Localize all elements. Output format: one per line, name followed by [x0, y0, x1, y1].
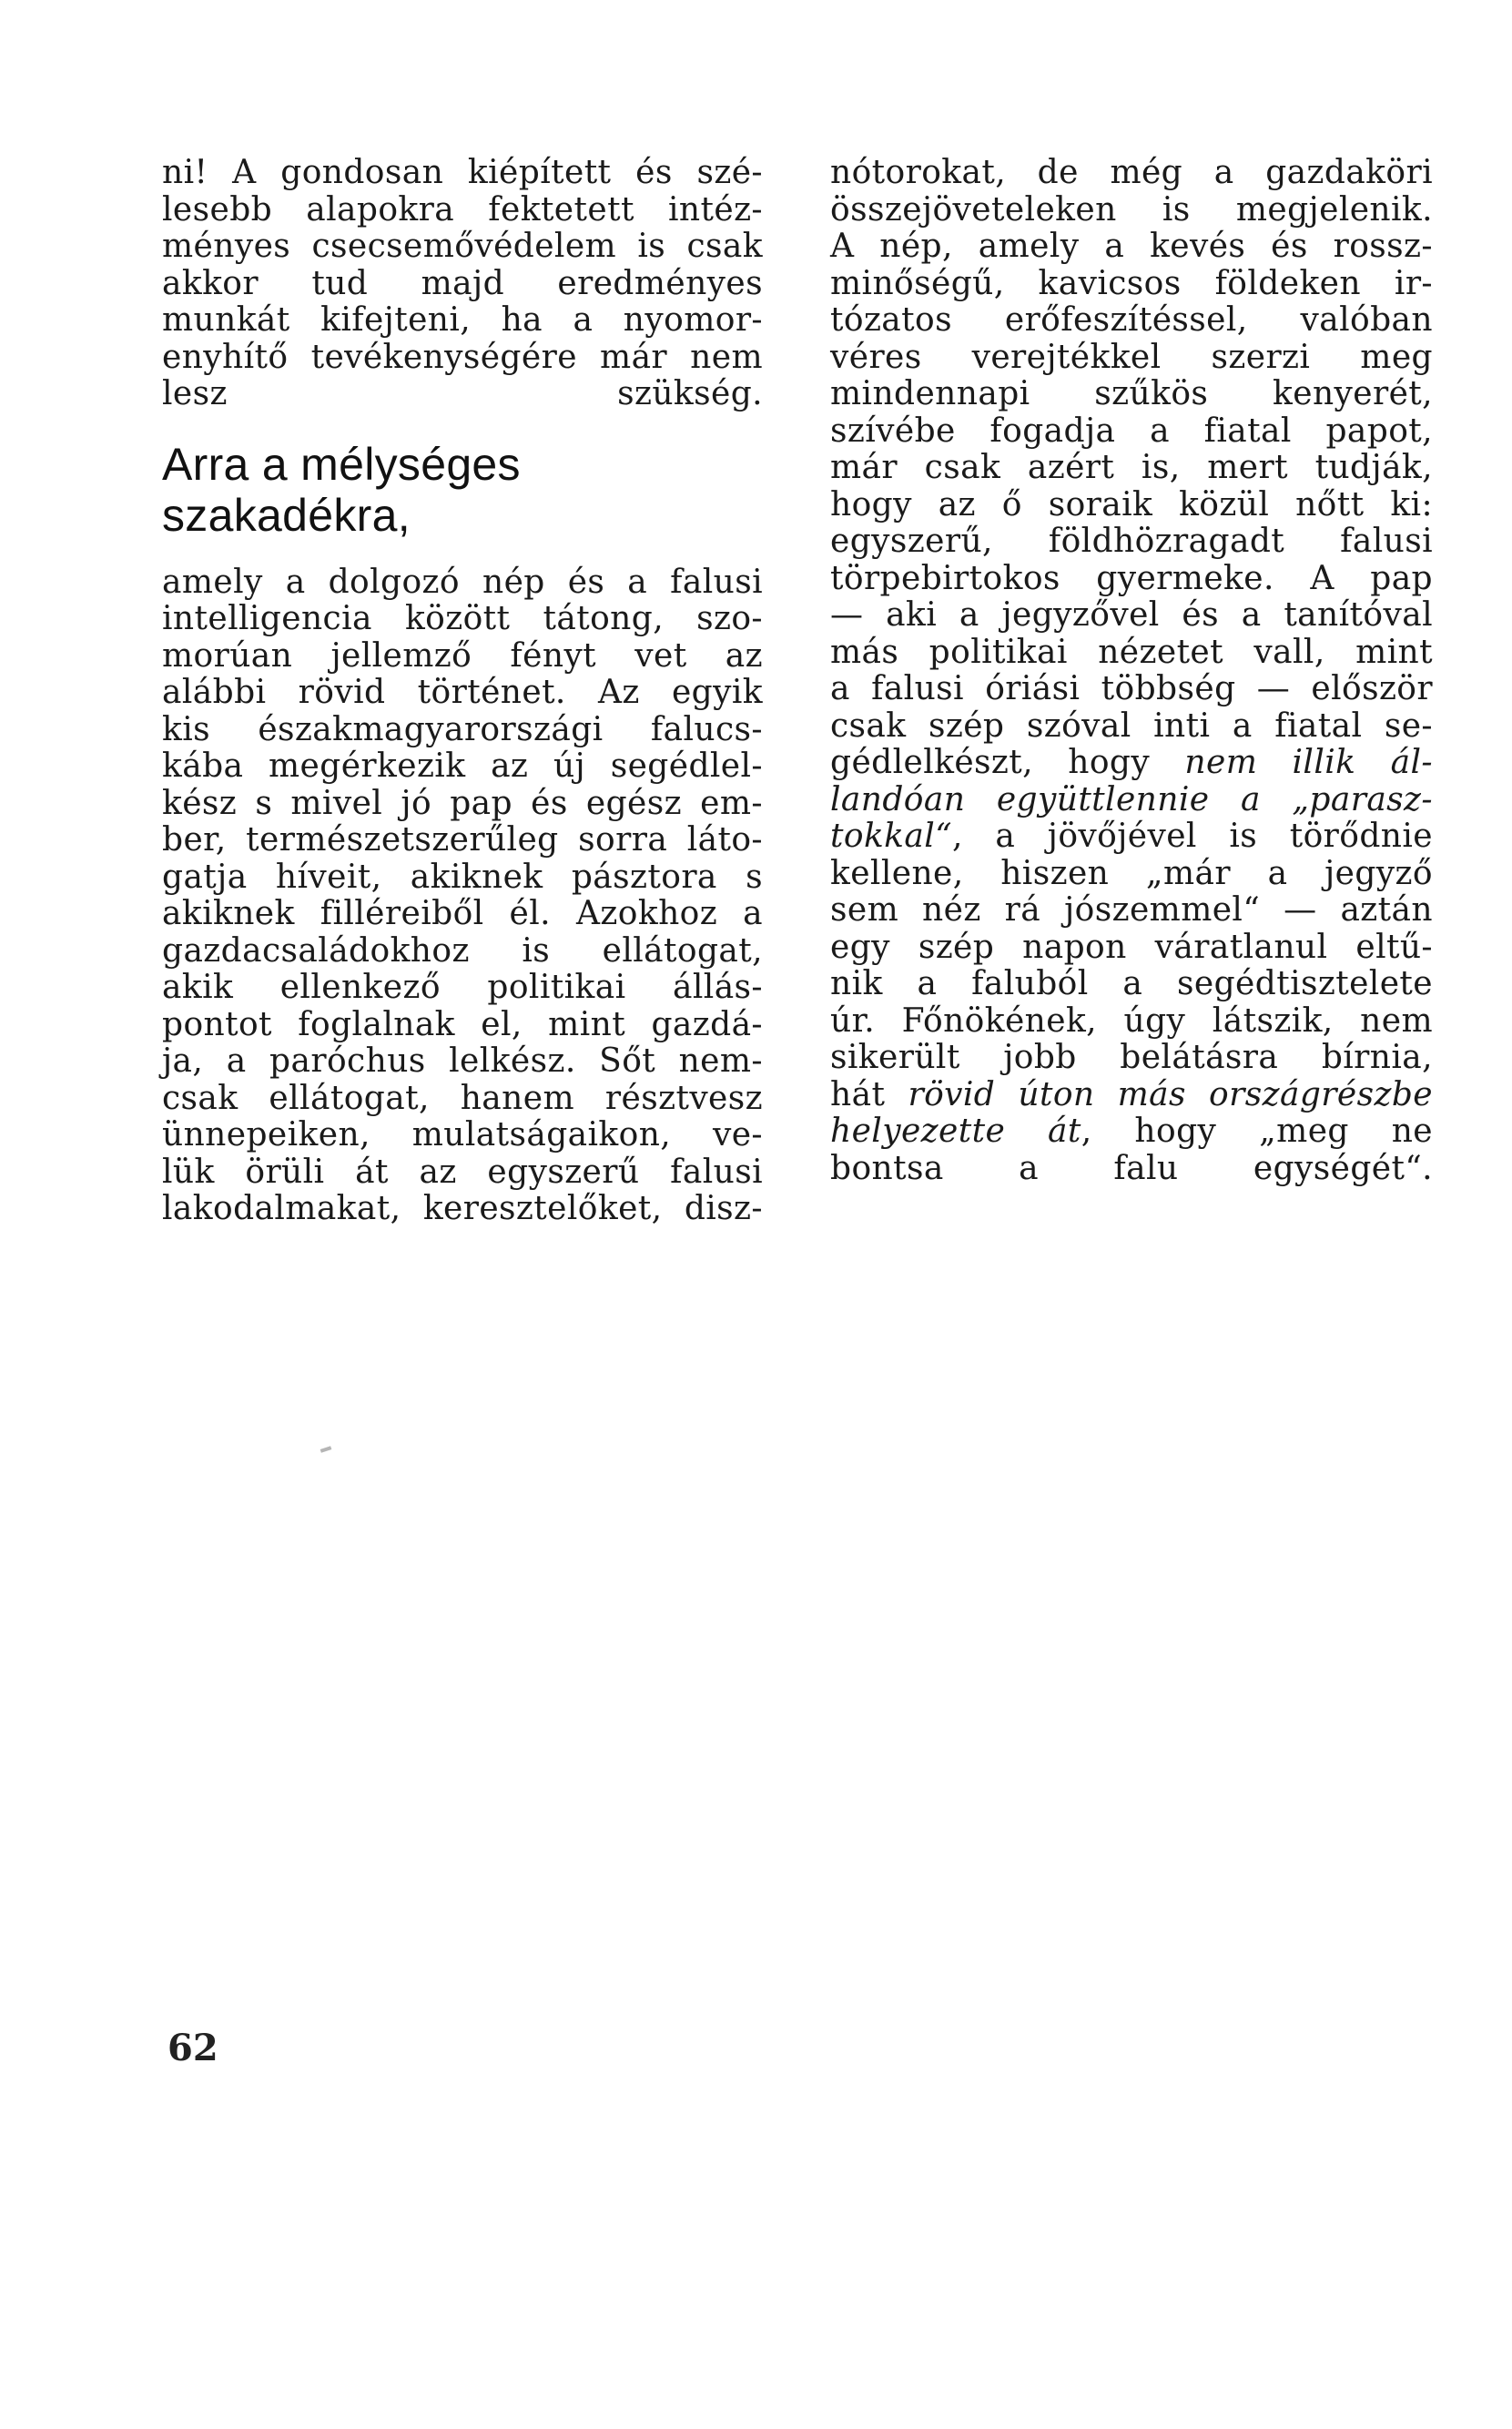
text-line: morúan jellemző fényt vet az: [162, 636, 763, 675]
text-line: pontot foglalnak el, mint gazdá-: [162, 1005, 763, 1043]
italic-fragment: nem illik ál-: [1184, 744, 1433, 781]
text-line: csak ellátogat, hanem résztvesz: [162, 1079, 763, 1117]
text-line: amely a dolgozó nép és a falusi: [162, 563, 763, 601]
text-line: nik a faluból a segédtisztelete: [830, 965, 1433, 1002]
text-line: lük örüli át az egyszerű falusi: [162, 1153, 763, 1191]
text-line: gatja híveit, akiknek pásztora s: [162, 858, 763, 896]
text-line: más politikai nézetet vall, mint: [830, 633, 1433, 671]
text-line: törpebirtokos gyermeke. A pap: [830, 559, 1433, 597]
text-fragment: , hogy „meg ne: [1081, 1113, 1433, 1150]
italic-fragment: helyezette át: [830, 1113, 1081, 1150]
text-line: akkor tud majd eredményes: [162, 264, 763, 302]
text-line: úr. Főnökének, úgy látszik, nem: [830, 1001, 1433, 1040]
text-line: a falusi óriási többség — először: [830, 670, 1433, 707]
text-line: alábbi rövid történet. Az egyik: [162, 674, 763, 711]
text-line: ni! A gondosan kiépített és szé-: [162, 154, 763, 191]
text-fragment: , a jövőjével is törődnie: [951, 818, 1433, 855]
text-fragment: gédlelkészt, hogy: [830, 744, 1185, 781]
text-line: összejöveteleken is megjelenik.: [830, 190, 1433, 229]
text-line: egy szép napon váratlanul eltű-: [830, 928, 1433, 966]
text-line: munkát kifejteni, ha a nyomor-: [162, 301, 763, 339]
text-line: már csak azért is, mert tudják,: [830, 449, 1433, 486]
text-line: egyszerű, földhözragadt falusi: [830, 523, 1433, 560]
text-line: lakodalmakat, keresztelőket, disz-: [162, 1190, 763, 1227]
text-line: kellene, hiszen „már a jegyző: [830, 854, 1433, 892]
text-line: hogy az ő soraik közül nőtt ki:: [830, 485, 1433, 523]
text-line: bontsa a falu egységét“.: [830, 1149, 1433, 1187]
italic-fragment: rövid úton más országrészbe: [908, 1075, 1433, 1113]
text-line: [830, 745, 1433, 782]
text-line: ünnepeiken, mulatságaikon, ve-: [162, 1116, 763, 1154]
page-number: 62: [167, 2027, 218, 2069]
text-line: sikerült jobb belátásra bírnia,: [830, 1039, 1433, 1076]
text-line: akik ellenkező politikai állás-: [162, 969, 763, 1006]
text-line: sem néz rá jószemmel“ — aztán: [830, 891, 1433, 929]
paragraph-2: [162, 564, 763, 1228]
text-line: intelligencia között tátong, szo-: [162, 600, 763, 637]
text-line: akiknek filléreiből él. Azokhoz a: [162, 895, 763, 932]
italic-fragment: tokkal“: [830, 818, 952, 855]
text-line: [830, 782, 1433, 819]
text-line: ja, a paróchus lelkész. Sőt nem-: [162, 1042, 763, 1080]
text-line: kész s mivel jó pap és egész em-: [162, 784, 763, 822]
text-line: csak szép szóval inti a fiatal se-: [830, 706, 1433, 745]
text-line: [830, 1113, 1433, 1151]
left-column: [162, 155, 763, 1228]
text-line: kis északmagyarországi falucs-: [162, 710, 763, 748]
text-line: ber, természetszerűleg sorra láto-: [162, 821, 763, 859]
text-line: tózatos erőfeszítéssel, valóban: [830, 301, 1433, 339]
text-line: [830, 818, 1433, 856]
text-line: szívébe fogadja a fiatal papot,: [830, 412, 1433, 450]
text-line: enyhítő tevékenységére már nem: [162, 338, 763, 376]
text-line: lesebb alapokra fektetett intéz-: [162, 190, 763, 229]
text-line: lesz szükség.: [162, 375, 763, 412]
text-line: mindennapi szűkös kenyerét,: [830, 375, 1433, 412]
print-speck: [320, 1446, 332, 1453]
text-line: gazdacsaládokhoz is ellátogat,: [162, 931, 763, 970]
paragraph-1: [162, 155, 763, 413]
text-line: A nép, amely a kevés és rossz-: [830, 228, 1433, 265]
paragraph-3: [830, 155, 1433, 1187]
right-column: [830, 155, 1433, 1187]
text-line: [830, 1077, 1433, 1114]
text-line: ményes csecsemővédelem is csak: [162, 228, 763, 265]
text-line: véres verejtékkel szerzi meg: [830, 338, 1433, 376]
text-line: — aki a jegyzővel és a tanítóval: [830, 596, 1433, 634]
text-line: minőségű, kavicsos földeken ir-: [830, 264, 1433, 302]
text-line: kába megérkezik az új segédlel-: [162, 747, 763, 785]
section-heading: Arra a mélységes szakadékra,: [162, 438, 521, 541]
text-line: nótorokat, de még a gazdaköri: [830, 154, 1433, 191]
text-fragment: hát: [830, 1075, 908, 1113]
italic-fragment: landóan együttlennie a „parasz-: [830, 780, 1433, 818]
